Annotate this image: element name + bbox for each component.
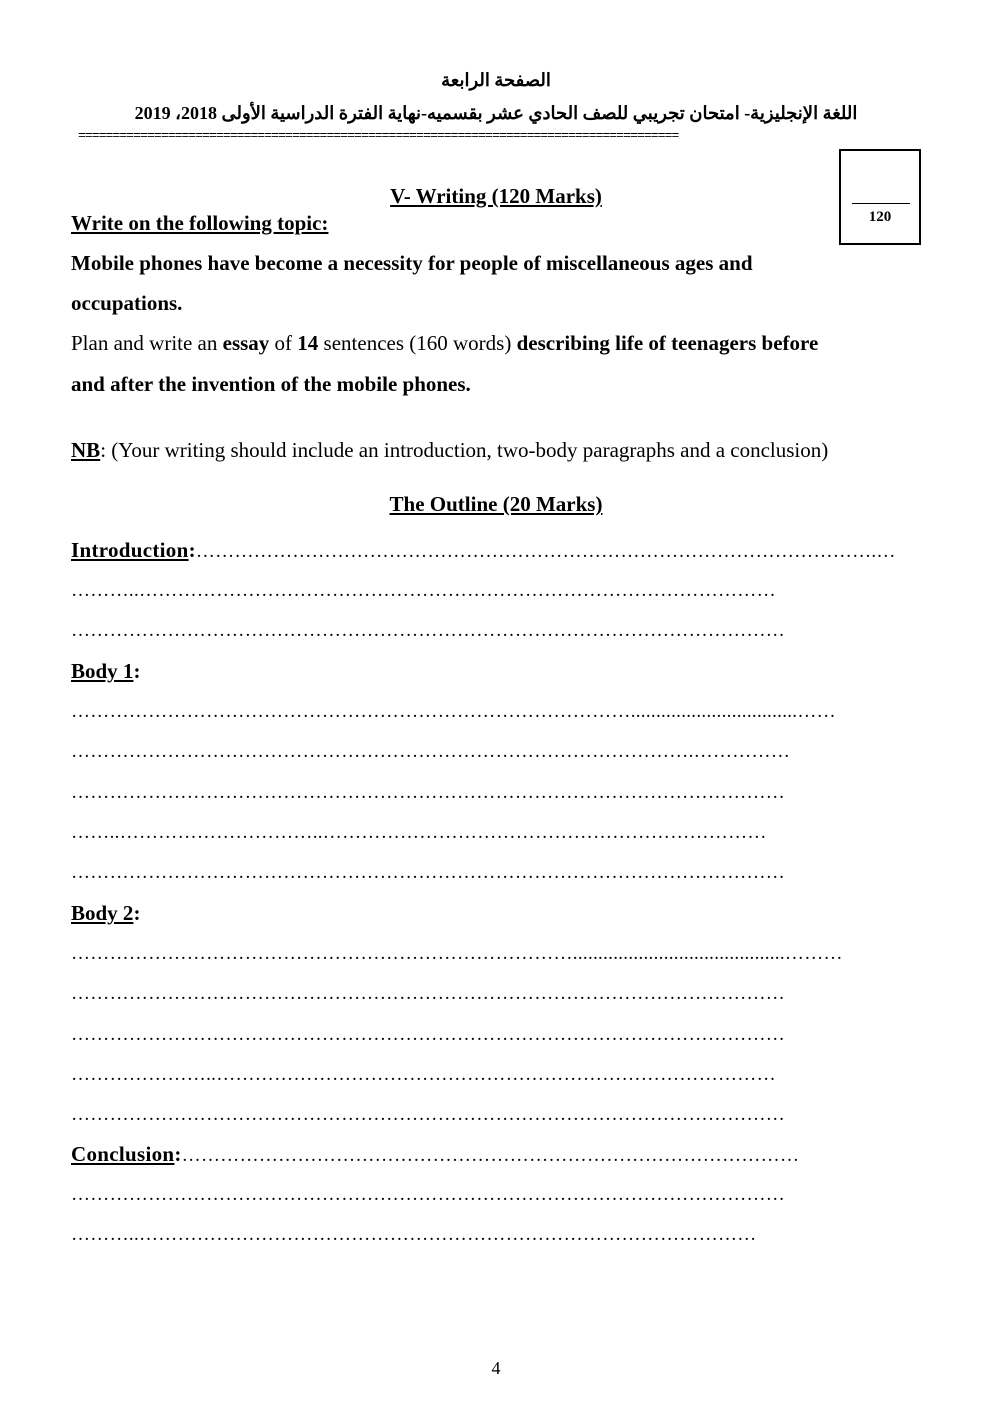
score-blank-line — [852, 203, 910, 204]
task-line-2: and after the invention of the mobile phones. — [71, 372, 471, 396]
answer-line[interactable]: ………………………………………………………………………………………………… — [71, 620, 786, 641]
introduction-row — [71, 538, 916, 563]
score-total: 120 — [868, 209, 892, 225]
answer-line[interactable]: ………..……………………………………………………………………………………… — [71, 580, 776, 601]
introduction-label: Introduction — [71, 538, 189, 562]
topic-line-2: occupations. — [71, 291, 183, 315]
label-colon: : — [174, 1142, 182, 1166]
label-colon: : — [133, 659, 141, 683]
answer-line[interactable]: ………..…………………………………………………………………………………… — [71, 1224, 757, 1245]
answer-line[interactable]: ………………………………………………………………………………………………… — [71, 862, 786, 883]
answer-line[interactable]: ………………………………………………………………………………………………… — [71, 1184, 786, 1205]
topic-line-1: Mobile phones have become a necessity for people of miscellaneous ages and — [71, 251, 753, 275]
header-separator: ======================================================================================= — [78, 128, 679, 143]
nb-label: NB — [71, 438, 101, 462]
answer-line[interactable]: ………………………………………………………………………………………………… — [71, 1024, 786, 1045]
answer-line[interactable]: ……………………………………………………………………..........................................……… — [71, 943, 843, 964]
answer-line[interactable]: …………………………………………………………………………….................................…… — [71, 701, 836, 722]
label-colon: : — [188, 538, 196, 562]
answer-line[interactable]: …………………………………………………………………………………………….… — [195, 541, 896, 562]
answer-line[interactable]: ………………………………………………………………………………………………… — [71, 782, 786, 803]
nb-note — [71, 438, 828, 463]
answer-line[interactable]: ………………………………………………………………………………………………… — [71, 1104, 786, 1125]
task-line-1 — [71, 331, 818, 356]
exam-title-arabic: اللغة الإنجليزية- امتحان تجريبي للصف الحادي عشر بقسميه-نهاية الفترة الدراسية الأولى 2018، 2019 — [134, 103, 858, 123]
score-box — [839, 149, 921, 245]
task-description: describing life of teenagers before — [516, 331, 819, 355]
answer-line[interactable]: ………………………………………………………………………………………………… — [71, 983, 786, 1004]
body1-row — [71, 659, 140, 684]
task-text: Plan and write an — [71, 331, 223, 355]
answer-line[interactable]: …………………..…………………………………………………………………………… — [71, 1064, 776, 1085]
nb-text: : (Your writing should include an introduction, two-body paragraphs and a conclusion) — [100, 438, 829, 462]
task-text: of — [269, 331, 298, 355]
outline-title: The Outline (20 Marks) — [389, 492, 603, 516]
body1-label: Body 1 — [71, 659, 134, 683]
answer-line[interactable]: …………………………………………………………………………………….…………… — [71, 741, 791, 762]
page-number: 4 — [491, 1358, 501, 1378]
label-colon: : — [133, 901, 141, 925]
section-title: V- Writing (120 Marks) — [390, 184, 602, 208]
task-essay: essay — [222, 331, 270, 355]
page-label-arabic: الصفحة الرابعة — [441, 70, 551, 90]
task-text: sentences (160 words) — [318, 331, 517, 355]
answer-line[interactable]: …………………………………………………………………………………… — [181, 1145, 800, 1166]
body2-row — [71, 901, 140, 926]
conclusion-label: Conclusion — [71, 1142, 175, 1166]
conclusion-row — [71, 1142, 916, 1167]
instruction-label: Write on the following topic: — [71, 211, 329, 235]
answer-line[interactable]: ……..…………………………..…………………………………………………………… — [71, 822, 767, 843]
task-sentence-count: 14 — [297, 331, 319, 355]
body2-label: Body 2 — [71, 901, 134, 925]
